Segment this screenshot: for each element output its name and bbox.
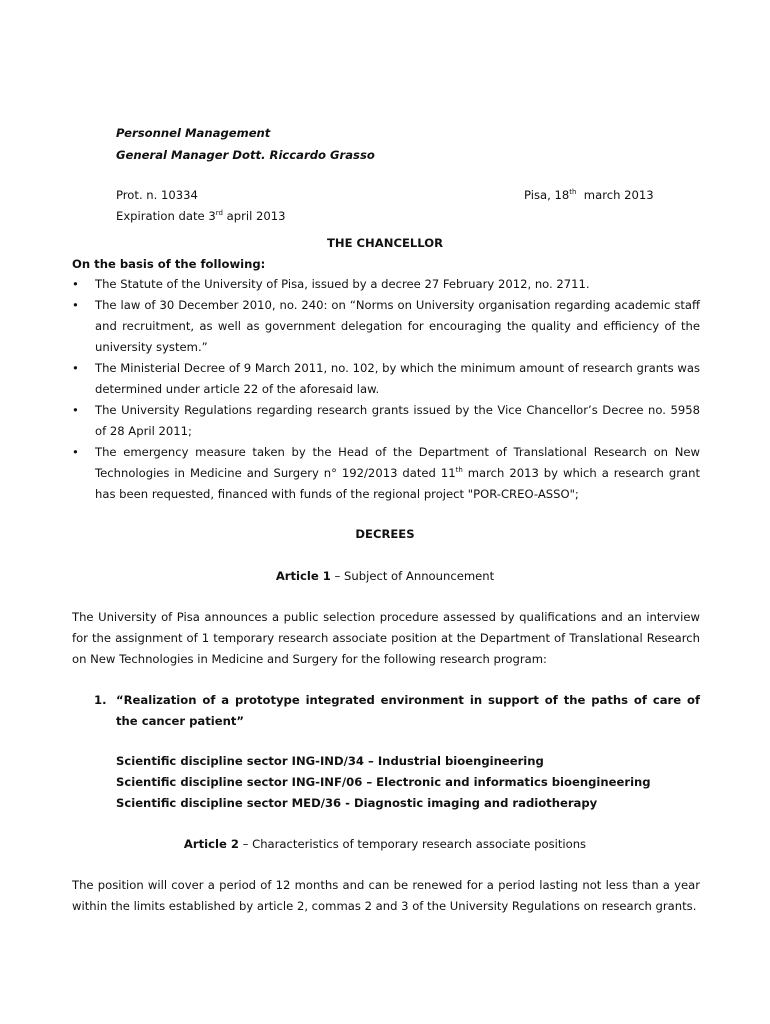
basis-item-text: The University Regulations regarding research grants issued by the Vice Chancellor’s Decree no. 5958 of 28 April 2011; xyxy=(95,403,700,438)
header-manager: General Manager Dott. Riccardo Grasso xyxy=(116,148,375,162)
bullet-icon: • xyxy=(72,298,79,312)
position-paragraph: The position will cover a period of 12 months and can be renewed for a period lasting not less than a year within the limits established by article 2, commas 2 and 3 of the University Regulations on research grants. xyxy=(72,878,700,913)
basis-item xyxy=(72,400,700,442)
basis-item-text: The Ministerial Decree of 9 March 2011, no. 102, by which the minimum amount of research grants was determined under article 22 of the aforesaid law. xyxy=(95,361,700,396)
basis-item-sup: th xyxy=(455,466,463,475)
program-item xyxy=(94,690,700,732)
basis-item xyxy=(72,295,700,358)
article-1-label: Article 1 xyxy=(275,569,331,583)
basis-item-text: The Statute of the University of Pisa, issued by a decree 27 February 2012, no. 2711. xyxy=(95,277,590,291)
article-2-label: Article 2 xyxy=(183,837,239,851)
announcement-paragraph: The University of Pisa announces a public selection procedure assessed by qualifications and an interview for the assignment of 1 temporary research associate position at the Department of Translational Research on New Technologies in Medicine and Surgery for the following research program: xyxy=(72,610,700,666)
bullet-icon: • xyxy=(72,445,79,459)
basis-item-text: The law of 30 December 2010, no. 240: on “Norms on University organisation regarding academic staff and recruitment, as well as government delegation for encouraging the quality and efficiency of the university system.” xyxy=(95,298,700,354)
place-date-prefix: Pisa, 18 xyxy=(524,188,570,202)
article-1-title: – Subject of Announcement xyxy=(330,569,495,583)
bullet-icon: • xyxy=(72,277,79,291)
article-1-heading xyxy=(0,566,770,587)
place-date-suffix: march 2013 xyxy=(576,188,654,202)
basis-item xyxy=(72,358,700,400)
program-number: 1. xyxy=(94,693,107,707)
place-date xyxy=(524,185,654,206)
basis-item-text-pre: The emergency measure taken by the Head of the Department of Translational Research on New Technologies in Medicine and Surgery n° 192/2013 dated 11 xyxy=(95,445,700,480)
basis-item xyxy=(72,274,700,295)
expiration-date xyxy=(116,206,286,227)
basis-heading: On the basis of the following: xyxy=(72,257,266,271)
expiration-sup: rd xyxy=(215,209,223,218)
decrees-heading: DECREES xyxy=(355,527,415,541)
place-date-sup: th xyxy=(569,188,577,197)
basis-item xyxy=(72,442,700,505)
bullet-icon: • xyxy=(72,361,79,375)
program-title: “Realization of a prototype integrated environment in support of the paths of care of the cancer patient” xyxy=(116,693,700,728)
article-2-title: – Characteristics of temporary research associate positions xyxy=(238,837,587,851)
article-2-heading xyxy=(0,834,770,855)
bullet-icon: • xyxy=(72,403,79,417)
protocol-number: Prot. n. 10334 xyxy=(116,188,198,202)
expiration-suffix: april 2013 xyxy=(222,209,286,223)
header-office: Personnel Management xyxy=(116,126,271,140)
document-title: THE CHANCELLOR xyxy=(326,236,444,250)
discipline-sector: Scientific discipline sector ING-INF/06 – Electronic and informatics bioengineering xyxy=(116,775,651,789)
expiration-prefix: Expiration date 3 xyxy=(116,209,216,223)
basis-list xyxy=(72,274,700,505)
basis-item-text-post: march 2013 by which a research grant has been requested, financed with funds of the regional project "POR-CREO-ASSO"; xyxy=(95,466,700,501)
discipline-sector: Scientific discipline sector MED/36 - Diagnostic imaging and radiotherapy xyxy=(116,796,598,810)
discipline-sector: Scientific discipline sector ING-IND/34 – Industrial bioengineering xyxy=(116,754,544,768)
